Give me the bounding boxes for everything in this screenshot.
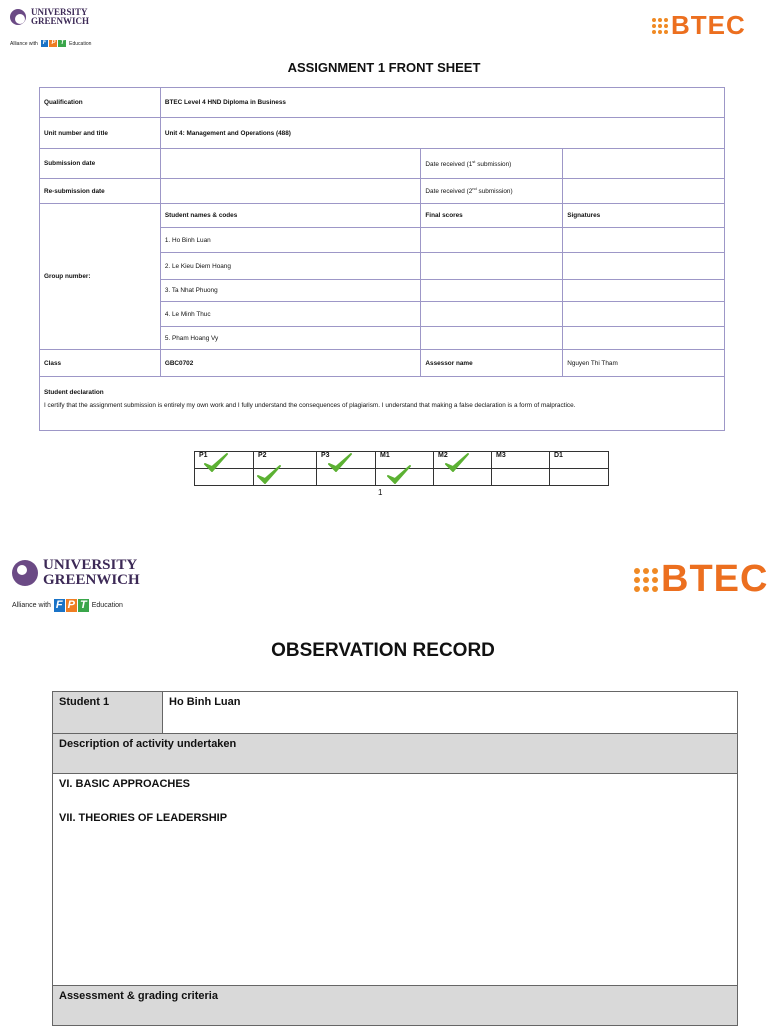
alliance-text: Alliance with [10, 40, 38, 47]
grade-label: P3 [321, 452, 330, 459]
fpt-alliance-line [10, 40, 91, 47]
student-value: Ho Binh Luan [163, 692, 738, 734]
grade-value-cell [492, 469, 550, 486]
grade-label: D1 [554, 452, 563, 459]
student-name: 2. Le Kieu Diem Hoang [160, 253, 421, 280]
submission-date-value [160, 149, 421, 179]
activity-item: VI. BASIC APPROACHES [59, 778, 191, 790]
university-crest-icon [10, 9, 26, 25]
grade-label: M1 [380, 452, 390, 459]
university-name-line2: GREENWICH [31, 16, 90, 26]
btec-logo: BTEC [652, 10, 746, 41]
date-received-2-label: Date received (2nd submission) [421, 179, 563, 204]
grade-value-cell [434, 469, 492, 486]
student-declaration [40, 377, 725, 431]
class-value: GBC0702 [160, 350, 421, 377]
page1-title: ASSIGNMENT 1 FRONT SHEET [287, 60, 481, 75]
university-name-line2: GREENWICH [43, 572, 140, 588]
grade-label: M3 [496, 452, 506, 459]
grade-cell [492, 452, 550, 469]
btec-dots-icon [652, 18, 668, 34]
page-number: 1 [378, 488, 383, 497]
front-sheet-table [39, 87, 725, 431]
grade-cell [434, 452, 492, 469]
grade-value-cell [317, 469, 376, 486]
education-text: Education [69, 40, 92, 47]
grades-table [194, 451, 609, 486]
page2-title: OBSERVATION RECORD [271, 640, 495, 661]
student-name: 3. Ta Nhat Phuong [160, 280, 421, 302]
description-label: Description of activity undertaken [53, 734, 738, 774]
resubmission-date-label: Re-submission date [40, 179, 161, 204]
student-label: Student 1 [53, 692, 163, 734]
assessor-value: Nguyen Thi Tham [563, 350, 725, 377]
date-received-1-value [563, 149, 725, 179]
grade-cell [550, 452, 609, 469]
date-received-2-value [563, 179, 725, 204]
btec-dots-icon [634, 568, 658, 592]
grade-value-cell [550, 469, 609, 486]
description-content [53, 774, 738, 986]
col-student-names: Student names & codes [160, 204, 421, 228]
qualification-value: BTEC Level 4 HND Diploma in Business [160, 88, 724, 118]
grade-cell [317, 452, 376, 469]
grade-label: M2 [438, 452, 448, 459]
grade-value-cell [376, 469, 434, 486]
student-name: 1. Ho Binh Luan [160, 228, 421, 253]
grade-value-cell [254, 469, 317, 486]
grade-value-cell [195, 469, 254, 486]
university-crest-icon [12, 560, 38, 586]
student-name: 4. Le Minh Thuc [160, 302, 421, 327]
grade-cell [376, 452, 434, 469]
date-received-1-label: Date received (1st submission) [421, 149, 563, 179]
assessor-label: Assessor name [421, 350, 563, 377]
criteria-label: Assessment & grading criteria [53, 986, 738, 1026]
education-text: Education [91, 602, 123, 610]
declaration-title: Student declaration [44, 389, 104, 396]
fpt-logo: F P T [42, 40, 65, 46]
fpt-logo: F P T [55, 599, 87, 611]
resubmission-date-value [160, 179, 421, 204]
observation-table [52, 691, 738, 1026]
col-signatures: Signatures [563, 204, 725, 228]
grade-cell [195, 452, 254, 469]
grade-cell [254, 452, 317, 469]
fpt-alliance-line-2 [12, 599, 123, 612]
university-name-line1: UNIVERSITY [31, 7, 88, 17]
unit-label: Unit number and title [40, 118, 161, 149]
grade-label: P2 [258, 452, 267, 459]
university-logo-2 [12, 558, 140, 588]
declaration-text: I certify that the assignment submission is entirely my own work and I fully understand the consequences of plagiarism. I understand that making a false declaration is a form of malpractice. [44, 402, 576, 409]
col-final-scores: Final scores [421, 204, 563, 228]
university-logo [10, 8, 89, 26]
grade-label: P1 [199, 452, 208, 459]
submission-date-label: Submission date [40, 149, 161, 179]
alliance-text: Alliance with [12, 602, 51, 610]
qualification-label: Qualification [40, 88, 161, 118]
btec-logo-2: BTEC [634, 558, 768, 601]
unit-value: Unit 4: Management and Operations (488) [160, 118, 724, 149]
university-name-line1: UNIVERSITY [43, 557, 138, 573]
activity-item: VII. THEORIES OF LEADERSHIP [59, 812, 228, 824]
group-number-label: Group number: [40, 204, 161, 350]
class-label: Class [40, 350, 161, 377]
student-name: 5. Pham Hoang Vy [160, 327, 421, 350]
